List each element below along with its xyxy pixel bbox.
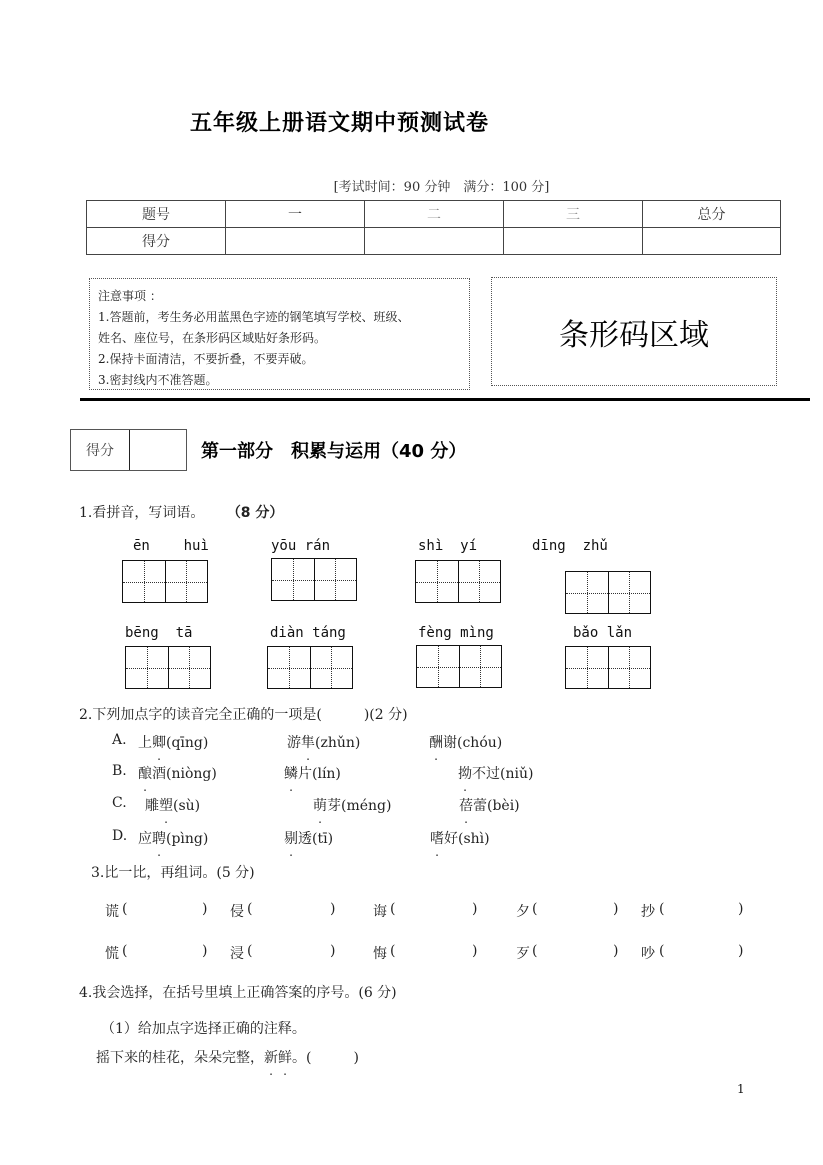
question-2-text: 2.下列加点字的读音完全正确的一项是( )(2 分) bbox=[79, 707, 408, 723]
paren-close: ) bbox=[330, 943, 336, 959]
option-b-label: B. bbox=[112, 763, 127, 779]
writing-grid[interactable] bbox=[415, 560, 501, 603]
option-a-label: A. bbox=[112, 732, 127, 748]
paren-close: ) bbox=[613, 943, 619, 959]
option-text: (qīng) bbox=[166, 735, 209, 751]
option-item bbox=[138, 763, 217, 783]
option-text: (sù) bbox=[173, 798, 201, 814]
notice-box bbox=[89, 278, 470, 390]
score-table bbox=[86, 200, 781, 255]
score-cell: 总分 bbox=[643, 201, 781, 228]
exam-subtitle: [考试时间：90 分钟 满分：100 分] bbox=[333, 180, 550, 195]
paren-close: ) bbox=[472, 943, 478, 959]
option-item bbox=[145, 795, 200, 815]
dotted-char: 鳞 bbox=[284, 766, 298, 782]
pinyin-label: diàn táng bbox=[270, 625, 346, 641]
word-pair-char: 慌 bbox=[105, 946, 119, 962]
dotted-char: 隼 bbox=[301, 735, 315, 751]
section-divider bbox=[80, 398, 810, 401]
page-number: 1 bbox=[737, 1082, 745, 1096]
notice-line: 1.答题前，考生务必用蓝黑色字迹的钢笔填写学校、班级、 bbox=[98, 310, 410, 324]
pinyin-label: bēng tā bbox=[125, 625, 193, 641]
dotted-char: 塑 bbox=[159, 798, 173, 814]
option-item bbox=[313, 795, 391, 815]
writing-grid[interactable] bbox=[267, 646, 353, 689]
option-text: 透(tī) bbox=[298, 831, 334, 847]
option-item bbox=[287, 732, 360, 752]
option-item bbox=[138, 732, 208, 752]
score-input-cell[interactable] bbox=[226, 228, 365, 255]
score-cell: 题号 bbox=[87, 201, 226, 228]
score-cell: 三 bbox=[504, 201, 643, 228]
exam-title: 五年级上册语文期中预测试卷 bbox=[190, 111, 490, 136]
pinyin-label: bǎo lǎn bbox=[573, 625, 633, 641]
dotted-char: 嗜 bbox=[430, 831, 444, 847]
pinyin-label: shì yí bbox=[418, 538, 478, 554]
paren-close: ) bbox=[202, 901, 208, 917]
word-pair-char: 夕 bbox=[516, 904, 530, 920]
section-score-box bbox=[70, 429, 187, 471]
option-text: 不过(niǔ) bbox=[472, 766, 534, 782]
score-cell: 一 bbox=[226, 201, 365, 228]
barcode-area: 条形码区域 bbox=[491, 277, 777, 386]
option-text: 游 bbox=[287, 735, 301, 751]
paren-close: ) bbox=[330, 901, 336, 917]
paren-blank[interactable]: ( bbox=[532, 943, 538, 959]
writing-grid[interactable] bbox=[416, 645, 502, 688]
paren-close: ) bbox=[738, 943, 744, 959]
option-item bbox=[284, 763, 341, 783]
paren-blank[interactable]: ( bbox=[390, 943, 396, 959]
paren-blank[interactable]: ( bbox=[247, 943, 253, 959]
word-pair-char: 侵 bbox=[230, 904, 244, 920]
dotted-char: 蓓 bbox=[459, 798, 473, 814]
option-item bbox=[458, 763, 533, 783]
paren-close: ) bbox=[613, 901, 619, 917]
option-item bbox=[430, 828, 490, 848]
option-text: 应 bbox=[138, 831, 152, 847]
pinyin-label: fèng mìng bbox=[418, 625, 494, 641]
dotted-char: 酿 bbox=[138, 766, 152, 782]
word-pair-char: 诲 bbox=[373, 904, 387, 920]
dotted-char: 新 bbox=[264, 1050, 278, 1066]
pinyin-label: ēn huì bbox=[133, 538, 209, 554]
score-table-score-row bbox=[87, 228, 781, 255]
option-text: 谢(chóu) bbox=[443, 735, 503, 751]
option-item bbox=[459, 795, 520, 815]
option-text: 芽(méng) bbox=[327, 798, 392, 814]
score-input-cell[interactable] bbox=[504, 228, 643, 255]
notice-line: 2.保持卡面清洁，不要折叠，不要弄破。 bbox=[98, 352, 314, 366]
word-pair-char: 抄 bbox=[641, 904, 655, 920]
paren-blank[interactable]: ( bbox=[532, 901, 538, 917]
option-text: 蕾(bèi) bbox=[473, 798, 520, 814]
score-table-header-row bbox=[87, 201, 781, 228]
paren-blank[interactable]: ( bbox=[659, 901, 665, 917]
writing-grid[interactable] bbox=[271, 558, 357, 601]
word-pair-char: 谎 bbox=[105, 904, 119, 920]
score-cell: 得分 bbox=[87, 228, 226, 255]
pinyin-label: dīng zhǔ bbox=[532, 538, 608, 554]
paren-blank[interactable]: ( bbox=[390, 901, 396, 917]
notice-line: 3.密封线内不准答题。 bbox=[98, 373, 218, 387]
question-1-text: 1.看拼音，写词语。 bbox=[79, 505, 205, 521]
dotted-char: 鲜 bbox=[278, 1050, 292, 1066]
paren-close: ) bbox=[738, 901, 744, 917]
pinyin-label: yōu rán bbox=[271, 538, 331, 554]
writing-grid[interactable] bbox=[565, 571, 651, 614]
option-text: (pìng) bbox=[166, 831, 209, 847]
paren-blank[interactable]: ( bbox=[122, 943, 128, 959]
paren-close: ) bbox=[472, 901, 478, 917]
notice-heading: 注意事项 ： bbox=[98, 289, 162, 303]
option-item bbox=[138, 828, 208, 848]
dotted-char: 萌 bbox=[313, 798, 327, 814]
option-item bbox=[429, 732, 502, 752]
paren-blank[interactable]: ( bbox=[122, 901, 128, 917]
answer-blank[interactable]: 。( ) bbox=[292, 1050, 359, 1066]
question-4-text: 4.我会选择，在括号里填上正确答案的序号。(6 分) bbox=[79, 985, 397, 1001]
option-d-label: D. bbox=[112, 828, 128, 844]
word-pair-char: 悔 bbox=[373, 946, 387, 962]
word-pair-char: 浸 bbox=[230, 946, 244, 962]
score-cell: 二 bbox=[365, 201, 504, 228]
question-4-sentence bbox=[96, 1047, 359, 1067]
option-text: (zhǔn) bbox=[315, 735, 361, 751]
writing-grid[interactable] bbox=[125, 646, 211, 689]
word-pair-char: 吵 bbox=[641, 946, 655, 962]
dotted-char: 拗 bbox=[458, 766, 472, 782]
question-4-sub1: （1）给加点字选择正确的注释。 bbox=[101, 1021, 306, 1037]
notice-line: 姓名、座位号，在条形码区域贴好条形码。 bbox=[98, 331, 327, 345]
paren-close: ) bbox=[202, 943, 208, 959]
section-score-label: 得分 bbox=[71, 430, 130, 470]
section-score-input[interactable] bbox=[130, 430, 186, 470]
writing-grid[interactable] bbox=[122, 560, 208, 603]
question-1-points: （8 分） bbox=[226, 505, 284, 521]
section-title: 第一部分 积累与运用（40 分） bbox=[201, 441, 467, 462]
paren-blank[interactable]: ( bbox=[247, 901, 253, 917]
question-3-text: 3.比一比，再组词。(5 分) bbox=[91, 865, 255, 881]
dotted-char: 酬 bbox=[429, 735, 443, 751]
option-text: 片(lín) bbox=[298, 766, 341, 782]
score-input-cell[interactable] bbox=[365, 228, 504, 255]
sentence-text: 摇下来的桂花，朵朵完整， bbox=[96, 1050, 264, 1066]
option-text: 酒(niòng) bbox=[152, 766, 217, 782]
option-text: 雕 bbox=[145, 798, 159, 814]
option-text: 上 bbox=[138, 735, 152, 751]
word-pair-char: 歹 bbox=[516, 946, 530, 962]
dotted-char: 聘 bbox=[152, 831, 166, 847]
option-text: 好(shì) bbox=[444, 831, 490, 847]
question-1 bbox=[79, 502, 283, 522]
option-c-label: C. bbox=[112, 795, 127, 811]
dotted-char: 剔 bbox=[284, 831, 298, 847]
paren-blank[interactable]: ( bbox=[659, 943, 665, 959]
option-item bbox=[284, 828, 333, 848]
writing-grid[interactable] bbox=[565, 646, 651, 689]
score-input-cell[interactable] bbox=[643, 228, 781, 255]
dotted-char: 卿 bbox=[152, 735, 166, 751]
